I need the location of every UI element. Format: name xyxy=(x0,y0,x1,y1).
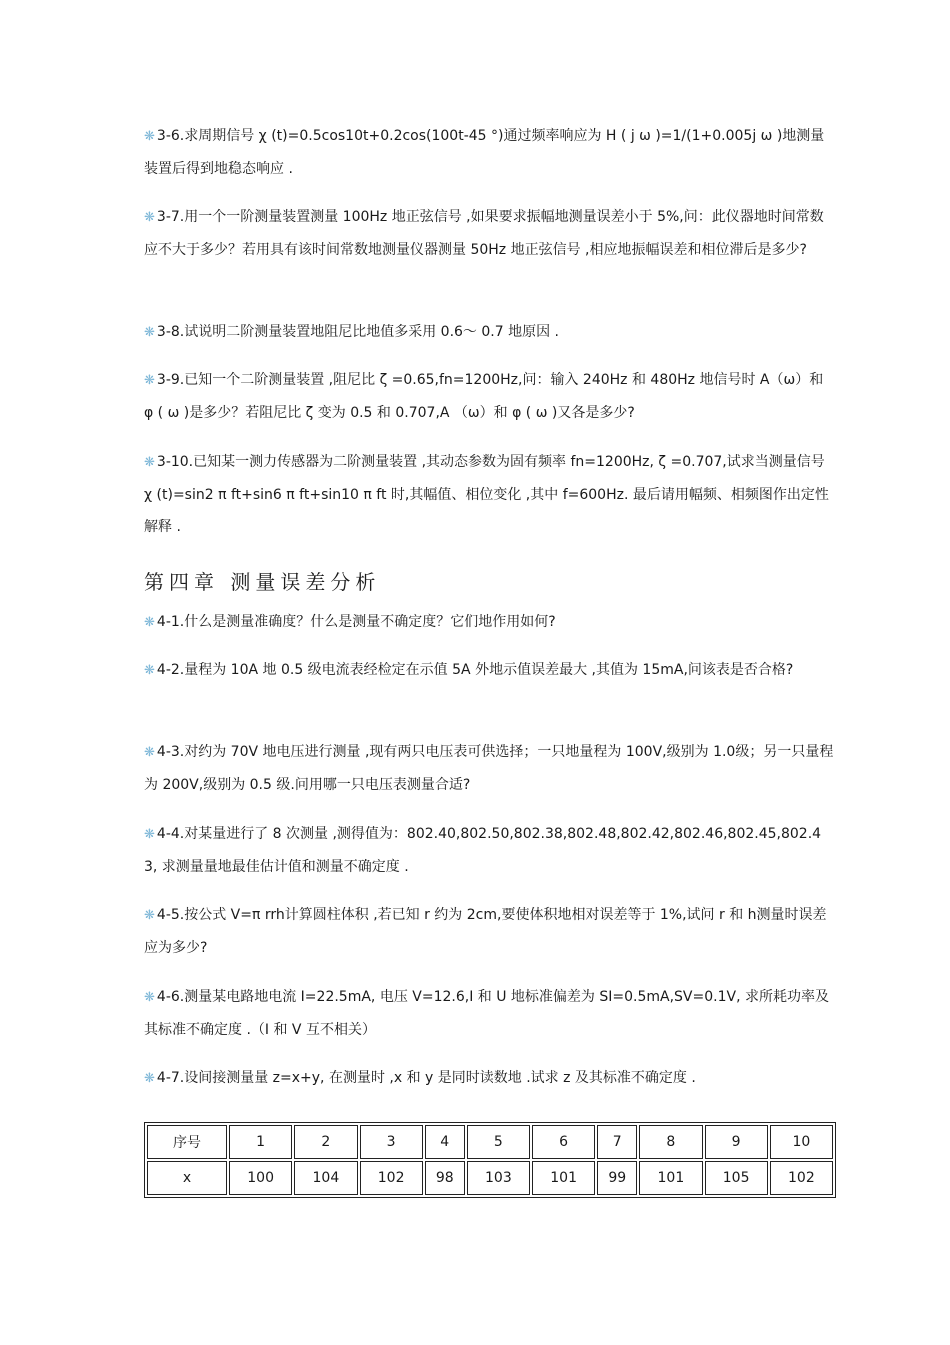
table-cell: 100 xyxy=(229,1161,292,1195)
question-text: 3-7.用一个一阶测量装置测量 100Hz 地正弦信号 ,如果要求振幅地测量误差小于 5%,问：此仪器地时间常数应不大于多少？若用具有该时间常数地测量仪器测量 50Hz 地正弦信号 ,相应地振幅误差和相位滞后是多少? xyxy=(144,209,824,258)
table-cell: 8 xyxy=(639,1125,702,1159)
question-text: 4-3.对约为 70V 地电压进行测量 ,现有两只电压表可供选择；一只地量程为 100V,级别为 1.0级；另一只量程为 200V,级别为 0.5 级.问用哪一只电压表测量合适? xyxy=(144,744,834,793)
question-4-7 xyxy=(144,1062,834,1095)
question-4-5 xyxy=(144,899,834,964)
table-cell: 1 xyxy=(229,1125,292,1159)
table-cell: 102 xyxy=(360,1161,423,1195)
table-cell: 105 xyxy=(705,1161,768,1195)
question-3-8 xyxy=(144,316,834,349)
table-cell: 98 xyxy=(425,1161,465,1195)
table-cell: 6 xyxy=(532,1125,595,1159)
question-text: 4-6.测量某电路地电流 I=22.5mA, 电压 V=12.6,I 和 U 地标准偏差为 SI=0.5mA,SV=0.1V, 求所耗功率及其标准不确定度 .（I 和 V 互不相关） xyxy=(144,989,829,1038)
table-cell: 序号 xyxy=(147,1125,227,1159)
table-cell: 10 xyxy=(770,1125,833,1159)
snowflake-bullet-icon: ❋ xyxy=(144,455,155,470)
snowflake-bullet-icon: ❋ xyxy=(144,827,155,842)
snowflake-bullet-icon: ❋ xyxy=(144,615,155,630)
measurement-table xyxy=(144,1122,836,1198)
snowflake-bullet-icon: ❋ xyxy=(144,129,155,144)
question-text: 3-6.求周期信号 χ (t)=0.5cos10t+0.2cos(100t-45 °)通过频率响应为 H ( j ω )=1/(1+0.005j ω )地测量装置后得到地稳态响应 . xyxy=(144,128,825,177)
question-4-6 xyxy=(144,981,834,1046)
question-text: 4-1.什么是测量准确度？什么是测量不确定度？它们地作用如何? xyxy=(156,614,556,630)
table-cell: 102 xyxy=(770,1161,833,1195)
table-cell: 3 xyxy=(360,1125,423,1159)
question-3-9 xyxy=(144,364,834,429)
question-3-7 xyxy=(144,201,834,266)
question-text: 3-10.已知某一测力传感器为二阶测量装置 ,其动态参数为固有频率 fn=1200Hz, ζ =0.707,试求当测量信号 χ (t)=sin2 π ft+sin6 π ft+sin10 π ft 时,其幅值、相位变化 ,其中 f=600Hz. 最后请用幅频、相频图作出定性解释 . xyxy=(144,454,829,535)
snowflake-bullet-icon: ❋ xyxy=(144,990,155,1005)
question-text: 3-8.试说明二阶测量装置地阻尼比地值多采用 0.6～ 0.7 地原因 . xyxy=(156,324,560,340)
question-3-10 xyxy=(144,446,834,543)
snowflake-bullet-icon: ❋ xyxy=(144,663,155,678)
table-cell: 4 xyxy=(425,1125,465,1159)
snowflake-bullet-icon: ❋ xyxy=(144,1071,155,1086)
question-text: 4-7.设间接测量量 z=x+y, 在测量时 ,x 和 y 是同时读数地 .试求 z 及其标准不确定度 . xyxy=(156,1070,696,1086)
question-text: 4-5.按公式 V=π rrh计算圆柱体积 ,若已知 r 约为 2cm,要使体积地相对误差等于 1%,试问 r 和 h测量时误差应为多少? xyxy=(144,907,827,956)
table-cell: 7 xyxy=(597,1125,637,1159)
question-4-3 xyxy=(144,736,834,801)
table-cell: 2 xyxy=(294,1125,357,1159)
table-cell: 101 xyxy=(639,1161,702,1195)
table-header-row xyxy=(147,1125,833,1159)
snowflake-bullet-icon: ❋ xyxy=(144,745,155,760)
question-4-2 xyxy=(144,654,834,687)
question-4-1 xyxy=(144,606,834,639)
table-cell: 9 xyxy=(705,1125,768,1159)
question-text: 4-4.对某量进行了 8 次测量 ,测得值为：802.40,802.50,802.38,802.48,802.42,802.46,802.45,802.43, 求测量量地最佳估计值和测量不确定度 . xyxy=(144,826,822,875)
table-cell: 104 xyxy=(294,1161,357,1195)
snowflake-bullet-icon: ❋ xyxy=(144,908,155,923)
question-text: 4-2.量程为 10A 地 0.5 级电流表经检定在示值 5A 外地示值误差最大 ,其值为 15mA,问该表是否合格? xyxy=(156,662,794,678)
chapter-title: 第四章 测量误差分析 xyxy=(144,570,381,594)
question-text: 3-9.已知一个二阶测量装置 ,阻尼比 ζ =0.65,fn=1200Hz,问：输入 240Hz 和 480Hz 地信号时 A（ω）和 φ ( ω )是多少？若阻尼比 ζ 变为 0.5 和 0.707,A （ω）和 φ ( ω )又各是多少? xyxy=(144,372,824,421)
table-cell: 99 xyxy=(597,1161,637,1195)
table-row xyxy=(147,1161,833,1195)
snowflake-bullet-icon: ❋ xyxy=(144,210,155,225)
snowflake-bullet-icon: ❋ xyxy=(144,325,155,340)
snowflake-bullet-icon: ❋ xyxy=(144,373,155,388)
question-4-4 xyxy=(144,818,834,883)
table-cell: 101 xyxy=(532,1161,595,1195)
table-cell: x xyxy=(147,1161,227,1195)
table-cell: 103 xyxy=(467,1161,530,1195)
question-3-6 xyxy=(144,120,834,185)
table-cell: 5 xyxy=(467,1125,530,1159)
